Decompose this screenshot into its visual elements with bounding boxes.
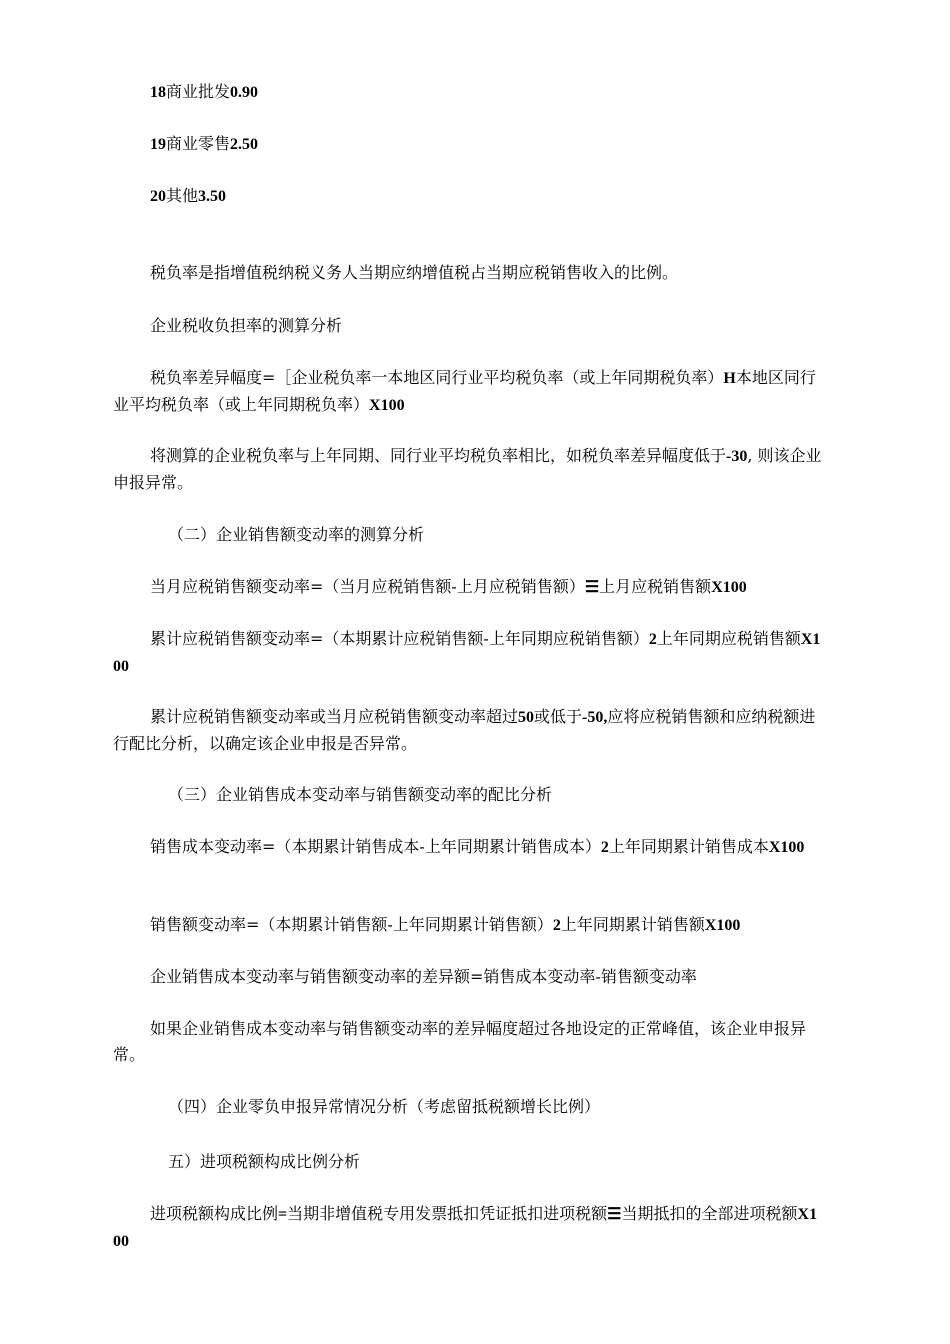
- heading-section-3: （三）企业销售成本变动率与销售额变动率的配比分析: [168, 785, 553, 804]
- paragraph-4: 税负率是指增值税纳税义务人当期应纳增值税占当期应税销售收入的比例。: [150, 263, 679, 282]
- paragraph-3: 20其他3.50: [150, 186, 227, 205]
- paragraph-16: 如果企业销售成本变动率与销售额变动率的差异幅度超过各地设定的正常峰值，该企业申报异常。: [113, 1019, 807, 1064]
- paragraph-2: 19商业零售2.50: [150, 134, 259, 153]
- paragraph-1: 18商业批发0.90: [150, 82, 259, 101]
- paragraph-6: 税负率差异幅度=［企业税负率一本地区同行业平均税负率（或上年同期税负率）H本地区同行业平均税负率（或上年同期税负率）X100: [113, 368, 816, 414]
- paragraph-19: 进项税额构成比例=当期非增值税专用发票抵扣凭证抵扣进项税额☰当期抵扣的全部进项税额X100: [113, 1204, 818, 1250]
- paragraph-11: 累计应税销售额变动率或当月应税销售额变动率超过50或低于-50,应将应税销售额和应纳税额进行配比分析，以确定该企业申报是否异常。: [113, 707, 816, 753]
- paragraph-15: 企业销售成本变动率与销售额变动率的差异额=销售成本变动率-销售额变动率: [150, 967, 697, 986]
- paragraph-5: 企业税收负担率的测算分析: [150, 316, 343, 335]
- heading-section-4: （四）企业零负申报异常情况分析（考虑留抵税额增长比例）: [168, 1097, 601, 1116]
- paragraph-9: 当月应税销售额变动率=（当月应税销售额-上月应税销售额）☰上月应税销售额X100: [150, 577, 747, 596]
- paragraph-13: 销售成本变动率=（本期累计销售成本-上年同期累计销售成本）2上年同期累计销售成本X100: [150, 837, 805, 856]
- paragraph-10: 累计应税销售额变动率=（本期累计应税销售额-上年同期应税销售额）2上年同期应税销售额X100: [113, 629, 821, 675]
- heading-section-5: 五）进项税额构成比例分析: [168, 1152, 361, 1171]
- paragraph-14: 销售额变动率=（本期累计销售额-上年同期累计销售额）2上年同期累计销售额X100: [150, 915, 741, 934]
- paragraph-7: 将测算的企业税负率与上年同期、同行业平均税负率相比，如税负率差异幅度低于-30, 则该企业申报异常。: [113, 446, 822, 492]
- heading-section-2: （二）企业销售额变动率的测算分析: [168, 525, 425, 544]
